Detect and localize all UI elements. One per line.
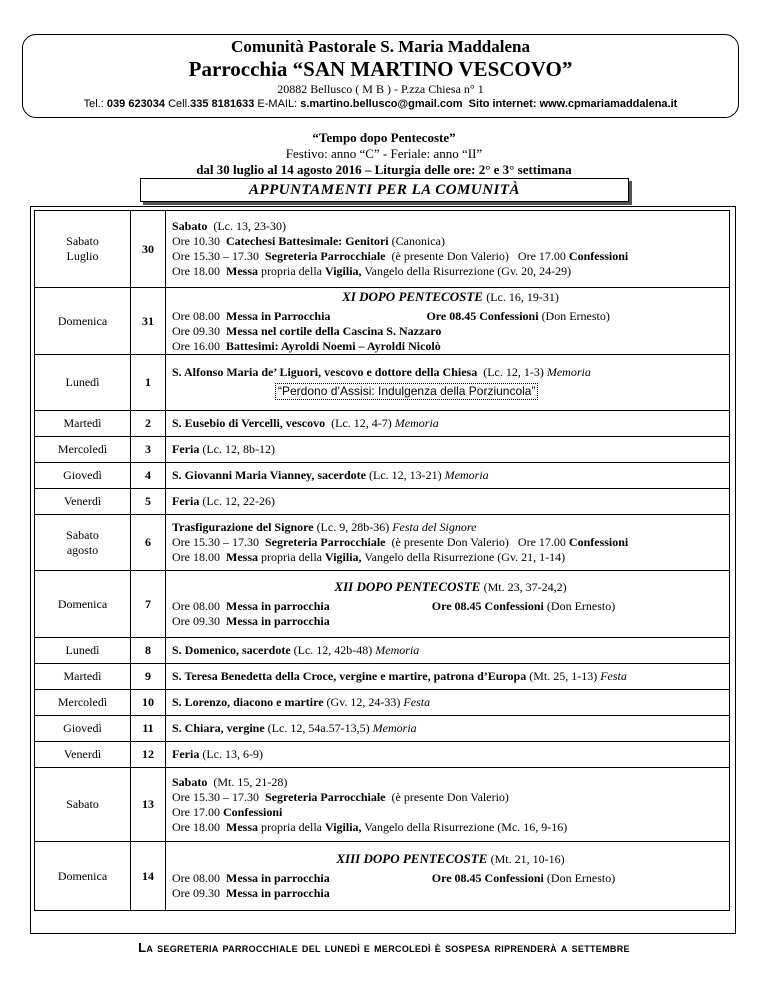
event-line: Ore 16.00 Battesimi: Ayroldi Noemi – Ayroldi Nicolò xyxy=(172,338,441,353)
day-events xyxy=(166,768,730,842)
table-row xyxy=(35,355,730,411)
table-row xyxy=(35,664,730,690)
parish-address: 20882 Bellusco ( M B ) - P.zza Chiesa n° 1 xyxy=(277,82,484,96)
perdono-box: “Perdono d’Assisi: Indulgenza della Porziuncola” xyxy=(275,383,538,400)
day-events xyxy=(166,437,730,463)
day-number: 10 xyxy=(131,690,166,716)
event-line: S. Giovanni Maria Vianney, sacerdote (Lc. 12, 13-21) Memoria xyxy=(172,468,489,482)
parish-name: Parrocchia “SAN MARTINO VESCOVO” xyxy=(188,57,573,81)
event-line: Ore 09.30 Messa nel cortile della Cascina S. Nazzaro xyxy=(172,323,442,338)
day-events xyxy=(166,742,730,768)
day-events xyxy=(166,716,730,742)
community-name: Comunità Pastorale S. Maria Maddalena xyxy=(231,37,530,56)
day-number: 12 xyxy=(131,742,166,768)
table-row xyxy=(35,571,730,638)
website[interactable]: Sito internet: www.cpmariamaddalena.it xyxy=(468,98,678,110)
table-row xyxy=(35,515,730,571)
day-name: Martedì xyxy=(35,664,131,690)
table-row xyxy=(35,742,730,768)
email-address[interactable]: s.martino.bellusco@gmail.com xyxy=(300,98,463,110)
event-line: Ore 18.00 Messa propria della Vigilia, Vangelo della Risurrezione (Gv. 20, 24-29) xyxy=(172,264,572,278)
event-line: S. Eusebio di Vercelli, vescovo (Lc. 12, 4-7) Memoria xyxy=(172,416,439,430)
day-number: 8 xyxy=(131,638,166,664)
day-name: Domenica xyxy=(35,571,131,638)
day-number: 31 xyxy=(131,288,166,355)
feast-title: XII DOPO PENTECOSTE (Mt. 23, 37-24,2) xyxy=(334,579,567,594)
event-line: Sabato (Lc. 13, 23-30) xyxy=(172,219,286,233)
contact-line: Tel.: 039 623034 Cell.335 8181633 E-MAIL: s.martino.bellusco@gmail.com Sito internet: www.cpmariamaddalena.it xyxy=(83,98,678,110)
day-events xyxy=(166,489,730,515)
event-line: Ore 17.00 Confessioni xyxy=(172,804,283,819)
event-line: Ore 18.00 Messa propria della Vigilia, Vangelo della Risurrezione (Mc. 16, 9-16) xyxy=(172,819,568,834)
day-number: 30 xyxy=(131,211,166,288)
table-row xyxy=(35,437,730,463)
day-events xyxy=(166,411,730,437)
day-number: 11 xyxy=(131,716,166,742)
calendar-table xyxy=(34,210,730,911)
day-name: Sabato agosto xyxy=(35,515,131,571)
day-events xyxy=(166,690,730,716)
event-line: Ore 15.30 – 17.30 Segreteria Parrocchiale (è presente Don Valerio) Ore 17.00 Confessioni xyxy=(172,535,629,549)
day-name: Lunedì xyxy=(35,355,131,411)
feast-title: XI DOPO PENTECOSTE (Lc. 16, 19-31) xyxy=(342,288,559,304)
day-events xyxy=(166,571,730,638)
event-line: S. Lorenzo, diacono e martire (Gv. 12, 24-33) Festa xyxy=(172,695,431,709)
event-line: S. Domenico, sacerdote (Lc. 12, 42b-48) Memoria xyxy=(172,643,420,657)
table-row xyxy=(35,716,730,742)
date-range: dal 30 luglio al 14 agosto 2016 – Liturgia delle ore: 2° e 3° settimana xyxy=(196,162,572,177)
table-row xyxy=(35,768,730,842)
event-line: Feria (Lc. 12, 22-26) xyxy=(172,494,275,508)
day-number: 2 xyxy=(131,411,166,437)
table-row xyxy=(35,638,730,664)
table-row xyxy=(35,211,730,288)
event-line: S. Alfonso Maria de’ Liguori, vescovo e dottore della Chiesa (Lc. 12, 1-3) Memoria xyxy=(172,365,591,379)
event-line: Feria (Lc. 12, 8b-12) xyxy=(172,442,275,456)
event-line: Trasfigurazione del Signore (Lc. 9, 28b-36) Festa del Signore xyxy=(172,520,477,534)
table-row xyxy=(35,690,730,716)
season-title: “Tempo dopo Pentecoste” xyxy=(312,130,456,145)
day-number: 6 xyxy=(131,515,166,571)
day-events xyxy=(166,463,730,489)
section-banner: APPUNTAMENTI PER LA COMUNITÀ xyxy=(140,178,629,202)
day-events xyxy=(166,211,730,288)
day-name: Giovedì xyxy=(35,716,131,742)
table-row xyxy=(35,842,730,911)
day-name: Domenica xyxy=(35,842,131,911)
event-line: Ore 15.30 – 17.30 Segreteria Parrocchiale (è presente Don Valerio) Ore 17.00 Confessioni xyxy=(172,249,629,263)
day-name: Venerdì xyxy=(35,489,131,515)
day-name: Sabato Luglio xyxy=(35,211,131,288)
table-row xyxy=(35,489,730,515)
event-line: Ore 09.30 Messa in parrocchia xyxy=(172,614,330,628)
event-line: Ore 18.00 Messa propria della Vigilia, Vangelo della Risurrezione (Gv. 21, 1-14) xyxy=(172,550,566,564)
day-number: 14 xyxy=(131,842,166,911)
parish-header xyxy=(22,34,739,118)
day-number: 5 xyxy=(131,489,166,515)
phone-number: 039 623034 xyxy=(106,98,166,110)
event-line: Sabato (Mt. 15, 21-28) xyxy=(172,774,288,789)
table-row xyxy=(35,411,730,437)
event-line: Ore 10.30 Catechesi Battesimale: Genitori (Canonica) xyxy=(172,234,445,248)
day-number: 1 xyxy=(131,355,166,411)
day-name: Lunedì xyxy=(35,638,131,664)
event-line: Ore 08.00 Messa in parrocchia Ore 08.45 Confessioni (Don Ernesto) xyxy=(172,599,616,613)
day-events xyxy=(166,664,730,690)
event-line: Ore 09.30 Messa in parrocchia xyxy=(172,886,330,900)
day-events xyxy=(166,842,730,911)
day-name: Giovedì xyxy=(35,463,131,489)
day-events xyxy=(166,515,730,571)
event-line: Ore 08.00 Messa in parrocchia Ore 08.45 Confessioni (Don Ernesto) xyxy=(172,871,616,885)
day-name: Sabato xyxy=(35,768,131,842)
day-name: Venerdì xyxy=(35,742,131,768)
event-line: Ore 15.30 – 17.30 Segreteria Parrocchiale (è presente Don Valerio) xyxy=(172,789,509,804)
table-row xyxy=(35,288,730,355)
day-name: Domenica xyxy=(35,288,131,355)
day-number: 7 xyxy=(131,571,166,638)
day-number: 4 xyxy=(131,463,166,489)
day-name: Martedì xyxy=(35,411,131,437)
feast-title: XIII DOPO PENTECOSTE (Mt. 21, 10-16) xyxy=(336,851,565,866)
subtitle xyxy=(0,130,768,178)
event-line: S. Chiara, vergine (Lc. 12, 54a.57-13,5) Memoria xyxy=(172,721,417,735)
footer-notice: La segreteria parrocchiale del lunedì e mercoledì è sospesa riprenderà a settembre xyxy=(138,940,630,955)
day-events xyxy=(166,355,730,411)
day-events xyxy=(166,288,730,355)
day-number: 13 xyxy=(131,768,166,842)
cell-number: 335 8181633 xyxy=(190,98,255,110)
day-name: Mercoledì xyxy=(35,437,131,463)
liturgical-year: Festivo: anno “C” - Feriale: anno “II” xyxy=(285,146,483,161)
day-number: 9 xyxy=(131,664,166,690)
day-events xyxy=(166,638,730,664)
day-number: 3 xyxy=(131,437,166,463)
day-name: Mercoledì xyxy=(35,690,131,716)
event-line: S. Teresa Benedetta della Croce, vergine e martire, patrona d’Europa (Mt. 25, 1-13) Festa xyxy=(172,669,627,683)
event-line: Ore 08.00 Messa in Parrocchia Ore 08.45 Confessioni (Don Ernesto) xyxy=(172,308,610,323)
table-row xyxy=(35,463,730,489)
event-line: Feria (Lc. 13, 6-9) xyxy=(172,747,263,761)
